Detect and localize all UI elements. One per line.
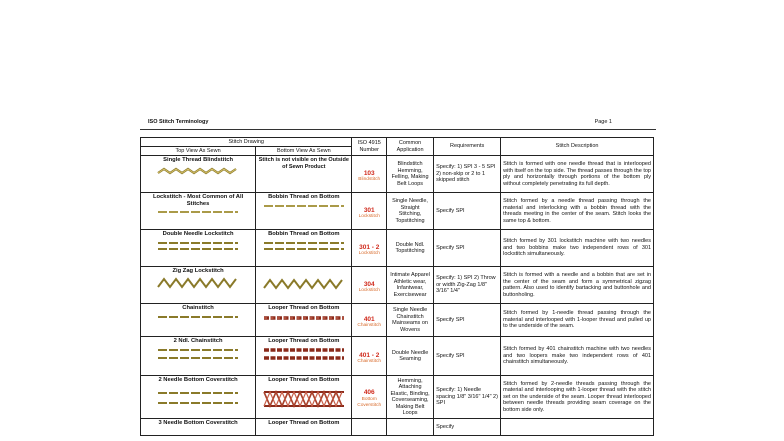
stitch-type: Lockstitch [358, 251, 380, 256]
bottom-view-header: Bottom View As Sewn [256, 147, 352, 156]
iso-number: 304 [363, 280, 375, 288]
description-cell: Stitch is formed with a needle and a bobbin that are set in the center of the seam and form a symmetrical zigzag pattern. Also used to identify bartacking and buttonhole and buttonholing. [501, 267, 654, 304]
chainstitch-bottom-drawing [262, 314, 346, 322]
bottom-view-cell [256, 337, 352, 376]
stitch-type: Lockstitch [358, 214, 380, 219]
document-title: ISO Stitch Terminology [148, 119, 209, 125]
lockstitch-bottom-drawing [262, 203, 346, 209]
coverstitch-bottom-drawing [262, 390, 346, 408]
top-view-cell [141, 193, 256, 230]
iso-number: 401 - 2 [359, 351, 380, 359]
two-needle-chainstitch-bottom-drawing [262, 347, 346, 361]
bottom-label: Looper Thread on Bottom [268, 420, 340, 426]
top-view-header: Top View As Sewn [141, 147, 256, 156]
stitch-table [140, 137, 654, 436]
page-header [140, 115, 656, 130]
bottom-view-cell [256, 230, 352, 267]
iso-number: 401 [363, 315, 375, 323]
stitch-name: 2 Ndl. Chainstitch [173, 338, 223, 344]
table-row [141, 156, 654, 193]
bottom-label: Looper Thread on Bottom [268, 377, 340, 383]
application-cell: Single Needle Chainstitch Mainseams on Wovens [387, 304, 434, 337]
bottom-label: Bobbin Thread on Bottom [268, 194, 340, 200]
description-cell: Stitch is formed with one needle thread that is interlooped with itself on the top side. The thread passes through the top ply and horizontally through portions of the bottom ply without completely penetrating its full depth. [501, 156, 654, 193]
application-cell: Hemming, Attaching Elastic, Binding, Coverseaming, Making Belt Loops [387, 376, 434, 419]
blindstitch-drawing [156, 166, 240, 176]
bottom-view-cell [256, 304, 352, 337]
application-cell: Single Needle, Straight Stitching, Topstitching [387, 193, 434, 230]
stitch-type: Blindstitch [358, 177, 381, 182]
stitch-name: 3 Needle Bottom Coverstitch [158, 420, 238, 426]
application-header: Common Application [387, 138, 434, 156]
iso-number: 301 - 2 [359, 243, 380, 251]
description-cell: Stitch formed by a needle thread passing through the material and interlocking with a bobbin thread with the threads meeting in the center of the seam. Stitch looks the same top & bottom. [501, 193, 654, 230]
coverstitch-top-drawing [156, 390, 240, 406]
bottom-view-cell [256, 267, 352, 304]
iso-number-cell [352, 419, 387, 436]
double-lockstitch-top-drawing [156, 240, 240, 252]
requirements-header: Requirements [434, 138, 501, 156]
iso-number-cell [352, 193, 387, 230]
page-number: Page 1 [594, 119, 612, 125]
requirements-cell: Specify SPI [434, 304, 501, 337]
iso-number-cell [352, 376, 387, 419]
top-view-cell [141, 419, 256, 436]
top-view-cell [141, 304, 256, 337]
stitch-name: Chainstitch [182, 305, 214, 311]
iso-number-cell [352, 337, 387, 376]
two-needle-chainstitch-top-drawing [156, 347, 240, 361]
stitch-type: Bottom Coverstitch [357, 396, 382, 409]
bottom-view-cell [256, 193, 352, 230]
stitch-name: 2 Needle Bottom Coverstitch [158, 377, 238, 383]
iso-number: 406 [363, 389, 375, 397]
top-view-cell [141, 230, 256, 267]
application-cell: Double Needle Seaming [387, 337, 434, 376]
bottom-view-cell [256, 376, 352, 419]
bottom-view-cell [256, 419, 352, 436]
table-row [141, 419, 654, 436]
zigzag-top-drawing [156, 277, 240, 289]
stitch-type: Lockstitch [358, 288, 380, 293]
double-lockstitch-bottom-drawing [262, 240, 346, 252]
requirements-cell: Specify: 1) SPI 2) Throw or width Zig-Zag 1/8" 3/16" 1/4" [434, 267, 501, 304]
bottom-view-cell: Stitch is not visible on the Outside of Sewn Product [256, 156, 352, 193]
description-cell: Stitch formed by 401 chainstitch machine with two needles and two loopers make two independent rows of 401 chainstitch simultaneously. [501, 337, 654, 376]
iso-number-cell [352, 267, 387, 304]
application-cell: Blindstitch Hemming, Felling, Making Belt Loops [387, 156, 434, 193]
description-cell: Stitch formed by 2-needle threads passing through the material and interlooping with 1-looper thread with the stitch set on the underside of the seam. Looper thread interlooped between needle threads providing seam coverage on the bottom side only. [501, 376, 654, 419]
application-cell: Intimate Apparel Athletic wear, Infantwear, Exercisewear [387, 267, 434, 304]
table-row [141, 267, 654, 304]
stitch-name: Zig Zag Lockstitch [172, 268, 224, 274]
description-cell: Stitch formed by 301 lockstitch machine with two needles and two bobbins make two independent rows of 301 lockstitch simultaneously. [501, 230, 654, 267]
requirements-cell: Specify SPI [434, 337, 501, 376]
top-view-cell [141, 337, 256, 376]
table-row [141, 230, 654, 267]
stitch-name: Double Needle Lockstitch [162, 231, 234, 237]
table-row [141, 337, 654, 376]
description-cell [501, 419, 654, 436]
lockstitch-top-drawing [156, 209, 240, 215]
iso-number-header: ISO 4915 Number [352, 138, 387, 156]
table-group-header-row [141, 138, 654, 147]
requirements-cell: Specify: 1) Needle spacing 1/8" 3/16" 1/4" 2) SPI [434, 376, 501, 419]
chainstitch-top-drawing [156, 314, 240, 320]
stitch-drawing-header: Stitch Drawing [141, 138, 352, 147]
top-view-cell [141, 376, 256, 419]
bottom-label: Bobbin Thread on Bottom [268, 231, 340, 237]
bottom-label: Looper Thread on Bottom [268, 305, 340, 311]
requirements-cell: Specify SPI [434, 193, 501, 230]
table-row [141, 193, 654, 230]
bottom-label: Looper Thread on Bottom [268, 338, 340, 344]
requirements-cell: Specify SPI [434, 230, 501, 267]
table-row [141, 304, 654, 337]
stitch-type: Chainstitch [357, 323, 382, 328]
top-view-cell [141, 156, 256, 193]
iso-number-cell [352, 156, 387, 193]
iso-number: 301 [363, 206, 375, 214]
requirements-cell: Specify: 1) SPI 3 - 5 SPI 2) non-skip or 2 to 1 skipped stitch [434, 156, 501, 193]
document-page [140, 115, 656, 441]
iso-number-cell [352, 230, 387, 267]
stitch-type: Chainstitch [357, 359, 382, 364]
stitch-name: Lockstitch - Most Common of All Stitches [152, 194, 244, 207]
stitch-name: Single Thread Blindstitch [163, 157, 234, 163]
requirements-cell: Specify [434, 419, 501, 436]
iso-number: 103 [363, 169, 375, 177]
description-header: Stitch Description [501, 138, 654, 156]
table-row [141, 376, 654, 419]
description-cell: Stitch formed by 1-needle thread passing through the material and interlooped with 1-looper thread and pulled up to the underside of the seam. [501, 304, 654, 337]
application-cell [387, 419, 434, 436]
top-view-cell [141, 267, 256, 304]
zigzag-bottom-drawing [262, 278, 346, 290]
iso-number-cell [352, 304, 387, 337]
application-cell: Double Ndl. Topstitching [387, 230, 434, 267]
